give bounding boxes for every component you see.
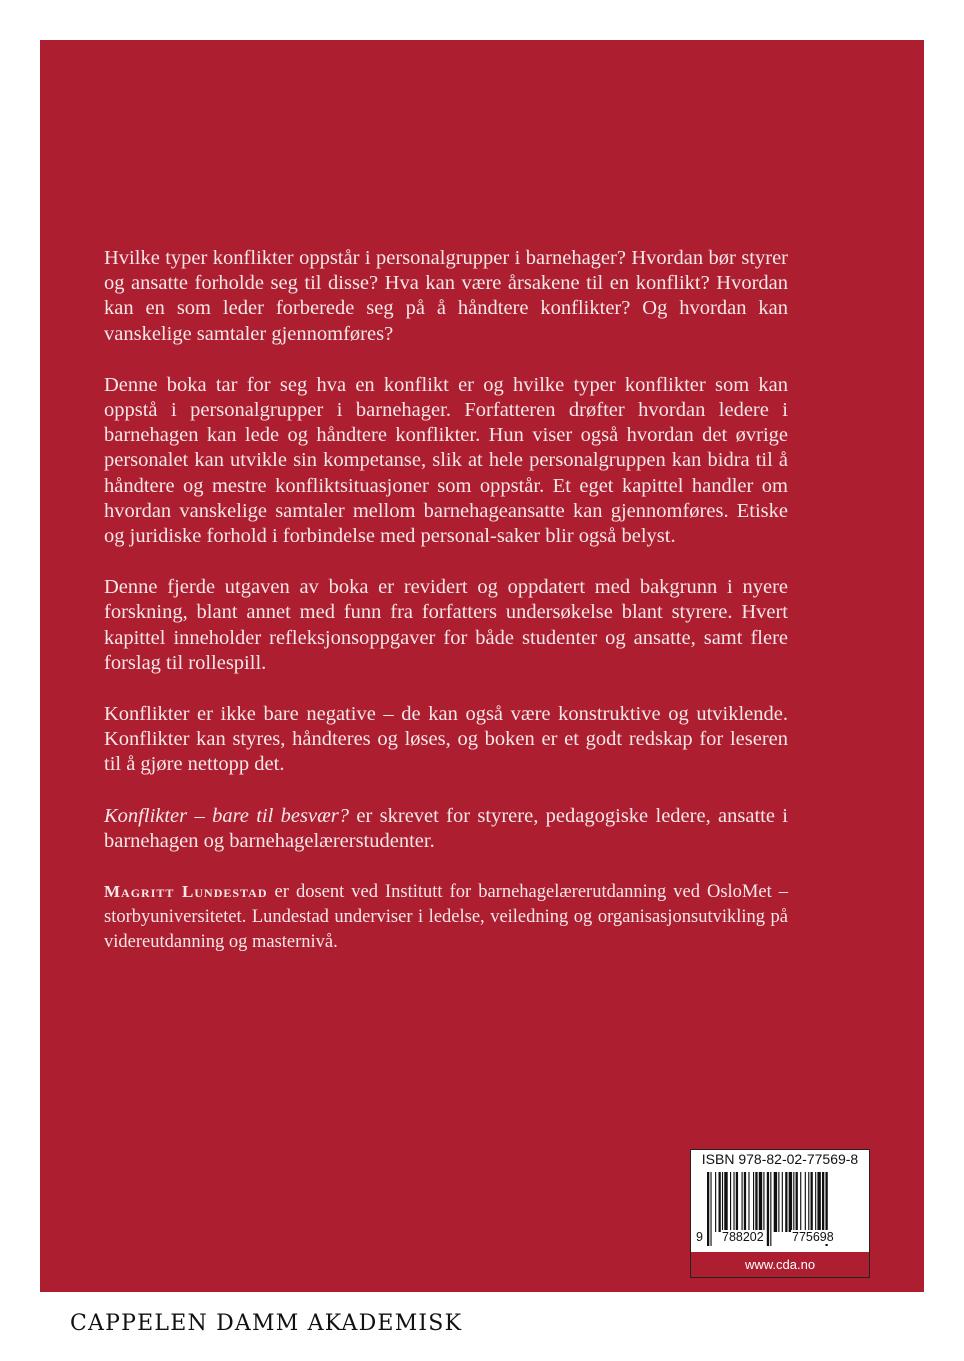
barcode-digits-left: 788202	[722, 1230, 764, 1244]
isbn-label: ISBN 978-82-02-77569-8	[701, 1151, 859, 1167]
blurb-text	[104, 246, 788, 980]
blurb-paragraph-1: Hvilke typer konflikter oppstår i personalgrupper i barnehager? Hvordan bør styrer og ansatte forholde seg til disse? Hva kan være årsakene til en konflikt? Hvordan kan en som leder forberede seg på å håndtere konflikter? Og hvordan kan vanskelige samtaler gjennomføres?	[104, 247, 788, 345]
blurb-paragraph-2: Denne boka tar for seg hva en konflikt er og hvilke typer konflikter som kan oppstå i personalgrupper i barnehager. Forfatteren drøfter hvordan ledere i barnehagen kan lede og håndtere konflikter. Hun viser også hvordan det øvrige personalet kan utvikle sin kompetanse, slik at hele personalgruppen kan bidra til å håndtere og mestre konfliktsituasjoner som oppstår. Et eget kapittel handler om hvordan vanskelige samtaler mellom barnehageansatte kan gjennomføres. Etiske og juridiske forhold i forbindelse med personal-saker blir også belyst.	[104, 373, 788, 548]
barcode-digits-right: 775698	[792, 1230, 834, 1244]
author-bio-text: er dosent ved Institutt for barnehagelærerutdanning ved OsloMet – storbyuniversitetet. Lundestad underviser i ledelse, veiledning og organisasjonsutvikling på videreutdanning og masternivå.	[104, 882, 789, 952]
blurb-paragraph-5	[104, 804, 788, 854]
publisher-logo: CAPPELEN DAMM AKADEMISK	[70, 1311, 463, 1336]
blurb-paragraph-4: Konflikter er ikke bare negative – de kan også være konstruktive og utviklende. Konflikter kan styres, håndteres og løses, og boken er et godt redskap for leseren til å gjøre nettopp det.	[104, 703, 788, 776]
audience-text: er skrevet for styrere, pedagogiske ledere, ansatte i barnehagen og barnehagelærerstudenter.	[104, 804, 788, 852]
barcode-digit-first: 9	[696, 1230, 703, 1244]
author-bio	[104, 880, 788, 954]
author-name: Magritt Lundestad	[104, 882, 268, 902]
book-title: Konflikter – bare til besvær?	[104, 804, 350, 827]
blurb-paragraph-3: Denne fjerde utgaven av boka er revidert og oppdatert med bakgrunn i nyere forskning, blant annet med funn fra forfatters undersøkelse blant styrere. Hvert kapittel inneholder refleksjonsoppgaver for både studenter og ansatte, samt flere forslag til rollespill.	[104, 576, 788, 674]
publisher-url: www.cda.no	[691, 1252, 869, 1277]
barcode-box	[690, 1149, 870, 1278]
